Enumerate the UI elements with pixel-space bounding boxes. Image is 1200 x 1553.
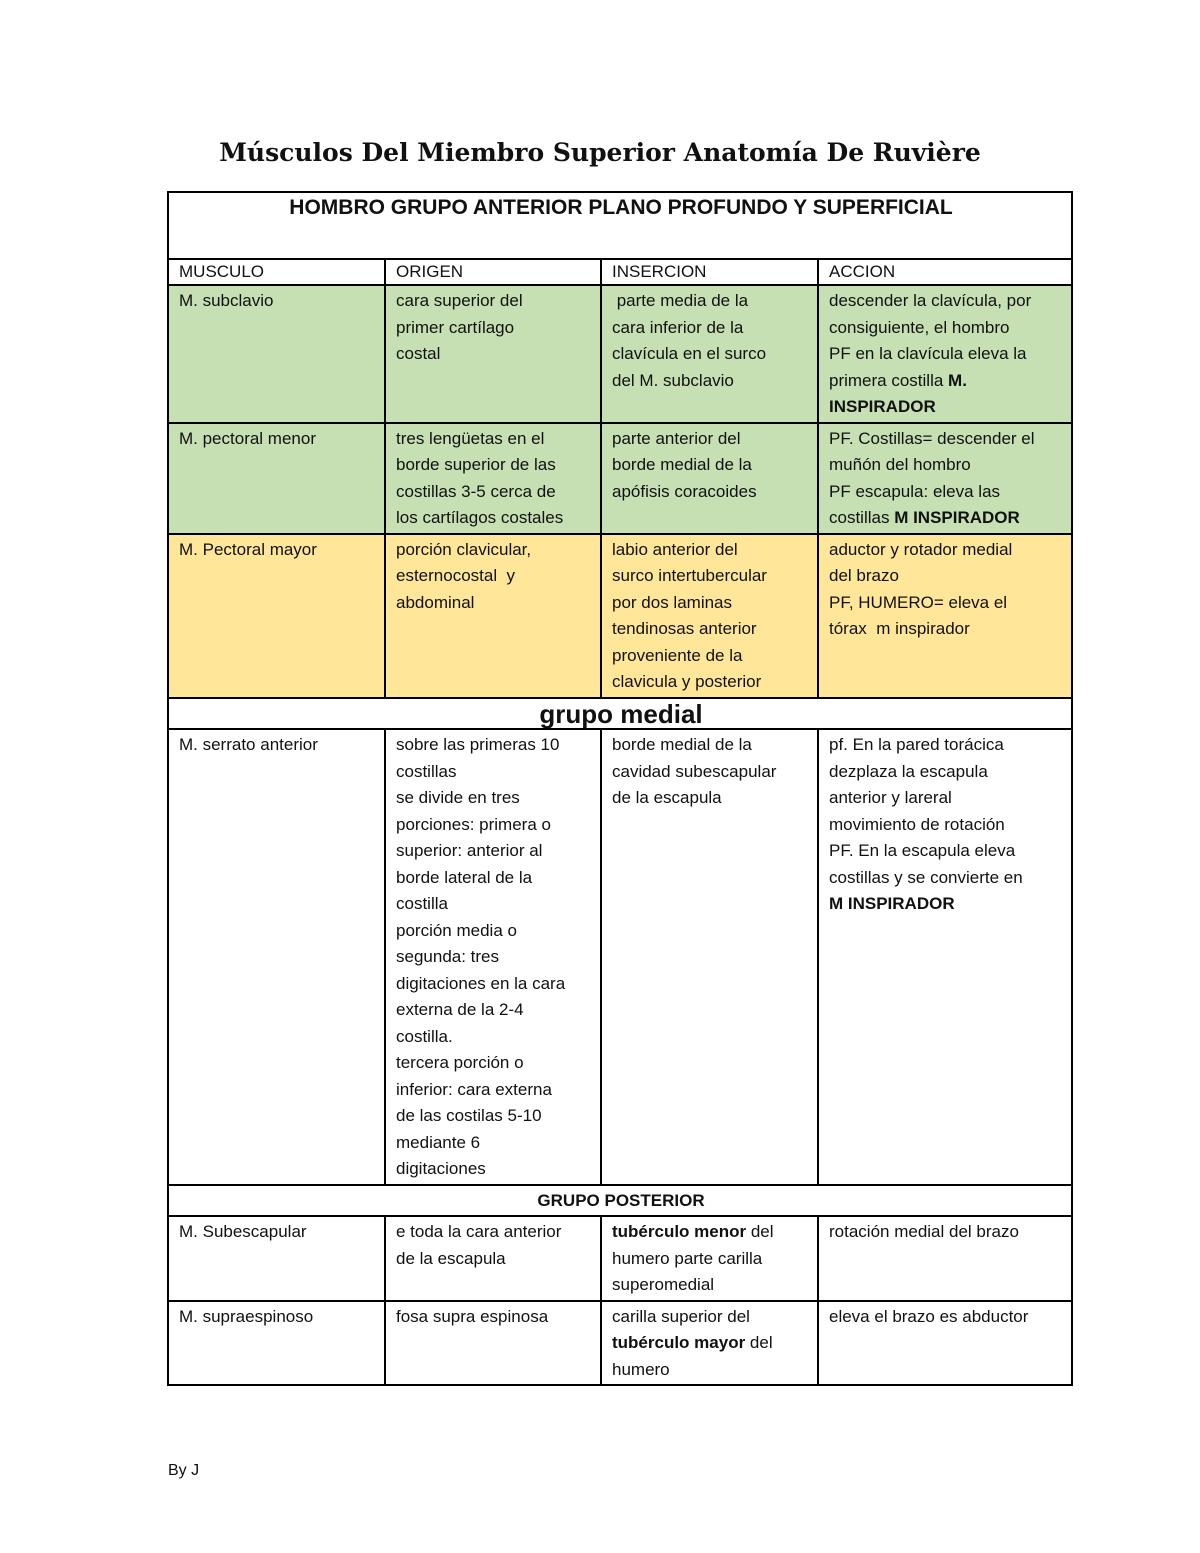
text-line xyxy=(612,1219,809,1246)
text-line: costillas xyxy=(396,761,457,781)
insercion-cell xyxy=(601,534,818,698)
text-line: cara superior del xyxy=(396,291,523,310)
text-line: fosa supra espinosa xyxy=(396,1306,549,1326)
text-line: aductor y rotador medial xyxy=(829,539,1013,559)
text-line: movimiento de rotación xyxy=(829,814,1005,834)
text-line: tercera porción o xyxy=(396,1053,524,1072)
text-line: costal xyxy=(396,344,441,363)
origen-cell xyxy=(385,729,601,1185)
text-line: se divide en tres xyxy=(396,788,520,807)
origen-cell xyxy=(385,285,601,423)
text-line: costilla. xyxy=(396,1026,453,1046)
text-line: borde lateral de la xyxy=(396,867,533,887)
origen-cell xyxy=(385,534,601,698)
text-line xyxy=(829,368,1063,395)
text-line: porción media o xyxy=(396,920,517,940)
text-line: parte anterior del xyxy=(612,428,741,448)
section-row xyxy=(168,1185,1072,1217)
bold-text: M. xyxy=(948,370,967,390)
text-line: de la escapula xyxy=(612,788,722,807)
insercion-cell xyxy=(601,1216,818,1301)
accion-cell xyxy=(818,1216,1072,1301)
text-line: PF escapula: eleva las xyxy=(829,481,1001,501)
text-line: externa de la 2-4 xyxy=(396,1000,524,1019)
text-line: PF, HUMERO= eleva el xyxy=(829,592,1008,612)
section-header-posterior: GRUPO POSTERIOR xyxy=(168,1185,1072,1217)
text-line: apófisis coracoides xyxy=(612,481,757,501)
musculo-cell: M. serrato anterior xyxy=(168,729,385,1185)
text-line: borde medial de la xyxy=(612,735,752,754)
text-line: mediante 6 xyxy=(396,1132,481,1152)
origen-cell xyxy=(385,1301,601,1386)
text-line: proveniente de la xyxy=(612,645,743,665)
page-title: Músculos Del Miembro Superior Anatomía De Ruvière xyxy=(219,138,981,167)
text-line: borde superior de las xyxy=(396,455,556,474)
text-line: anterior y lareral xyxy=(829,788,952,807)
text-line: humero xyxy=(612,1359,670,1379)
origen-cell xyxy=(385,423,601,534)
text-line: clavicula y posterior xyxy=(612,672,762,691)
text-line: de las costilas 5-10 xyxy=(396,1106,542,1125)
accion-cell xyxy=(818,285,1072,423)
text-line: pf. En la pared torácica xyxy=(829,735,1004,754)
column-header-insercion: INSERCION xyxy=(601,259,818,285)
text-line xyxy=(829,394,1063,421)
text-line: abdominal xyxy=(396,592,475,612)
text-span: costillas xyxy=(829,508,895,527)
text-line: e toda la cara anterior xyxy=(396,1222,562,1241)
bold-text: M INSPIRADOR xyxy=(829,894,955,913)
insercion-cell xyxy=(601,1301,818,1386)
text-line xyxy=(829,891,1063,918)
bold-text: M INSPIRADOR xyxy=(894,508,1020,527)
text-line: clavícula en el surco xyxy=(612,344,767,363)
text-line: PF. Costillas= descender el xyxy=(829,428,1035,448)
musculo-cell: M. Pectoral mayor xyxy=(168,534,385,698)
musculo-cell: M. pectoral menor xyxy=(168,423,385,534)
text-line: digitaciones en la cara xyxy=(396,973,566,993)
table-row xyxy=(168,1301,1072,1386)
insercion-cell xyxy=(601,423,818,534)
accion-cell xyxy=(818,534,1072,698)
musculo-cell: M. supraespinoso xyxy=(168,1301,385,1386)
text-line: PF. En la escapula eleva xyxy=(829,841,1016,860)
text-line: rotación medial del brazo xyxy=(829,1222,1019,1241)
bold-text: INSPIRADOR xyxy=(829,397,936,416)
bold-text: tubérculo mayor xyxy=(612,1333,746,1352)
column-header-musculo: MUSCULO xyxy=(168,259,385,285)
text-line: tres lengüetas en el xyxy=(396,428,545,448)
origen-cell xyxy=(385,1216,601,1301)
insercion-cell xyxy=(601,285,818,423)
text-line: carilla superior del xyxy=(612,1306,750,1326)
musculo-cell: M. Subescapular xyxy=(168,1216,385,1301)
text-line xyxy=(829,505,1063,532)
text-line: costillas y se convierte en xyxy=(829,867,1023,887)
text-line: de la escapula xyxy=(396,1248,506,1268)
text-line: consiguiente, el hombro xyxy=(829,317,1010,337)
footer-author: By J xyxy=(168,1462,200,1479)
text-line: segunda: tres xyxy=(396,947,500,966)
text-line: superior: anterior al xyxy=(396,841,543,860)
text-line: descender la clavícula, por xyxy=(829,291,1032,310)
bold-text: tubérculo menor xyxy=(612,1222,747,1241)
text-line: tendinosas anterior xyxy=(612,619,757,638)
text-line: costilla xyxy=(396,894,448,913)
section-header-medial: grupo medial xyxy=(168,698,1072,730)
text-line: sobre las primeras 10 xyxy=(396,735,560,754)
text-span: del xyxy=(745,1333,773,1352)
table-row xyxy=(168,1216,1072,1301)
text-line: dezplaza la escapula xyxy=(829,761,988,781)
text-line: cavidad subescapular xyxy=(612,761,777,781)
section-row xyxy=(168,698,1072,730)
text-line: costillas 3-5 cerca de xyxy=(396,481,556,501)
text-line: por dos laminas xyxy=(612,592,733,612)
text-line: surco intertubercular xyxy=(612,566,767,585)
text-line: los cartílagos costales xyxy=(396,508,564,527)
text-line: porción clavicular, xyxy=(396,539,532,559)
accion-cell xyxy=(818,1301,1072,1386)
text-line: porciones: primera o xyxy=(396,814,551,834)
table-row xyxy=(168,423,1072,534)
text-line xyxy=(612,1330,809,1357)
text-line: del brazo xyxy=(829,566,899,585)
text-span: del xyxy=(746,1222,774,1241)
column-header-row xyxy=(168,259,1072,285)
text-line: inferior: cara externa xyxy=(396,1079,552,1099)
insercion-cell xyxy=(601,729,818,1185)
text-line: del M. subclavio xyxy=(612,370,734,390)
table-row xyxy=(168,729,1072,1185)
text-line: digitaciones xyxy=(396,1159,486,1178)
muscles-table xyxy=(167,191,1073,1386)
text-line: eleva el brazo es abductor xyxy=(829,1306,1029,1326)
text-line: muñón del hombro xyxy=(829,455,971,474)
accion-cell xyxy=(818,729,1072,1185)
column-header-accion: ACCION xyxy=(818,259,1072,285)
column-header-origen: ORIGEN xyxy=(385,259,601,285)
text-line: humero parte carilla xyxy=(612,1248,763,1268)
table-row xyxy=(168,285,1072,423)
musculo-cell: M. subclavio xyxy=(168,285,385,423)
text-line: tórax m inspirador xyxy=(829,619,970,638)
text-line: esternocostal y xyxy=(396,566,516,585)
text-line: superomedial xyxy=(612,1275,715,1294)
text-line: PF en la clavícula eleva la xyxy=(829,344,1027,363)
text-line: parte media de la xyxy=(612,291,749,310)
text-line: borde medial de la xyxy=(612,455,752,474)
text-line: labio anterior del xyxy=(612,539,738,559)
accion-cell xyxy=(818,423,1072,534)
text-span: primera costilla xyxy=(829,370,949,390)
text-line: cara inferior de la xyxy=(612,317,744,337)
text-line: primer cartílago xyxy=(396,317,515,337)
table-row xyxy=(168,534,1072,698)
table-header: HOMBRO GRUPO ANTERIOR PLANO PROFUNDO Y SUPERFICIAL xyxy=(168,192,1072,259)
